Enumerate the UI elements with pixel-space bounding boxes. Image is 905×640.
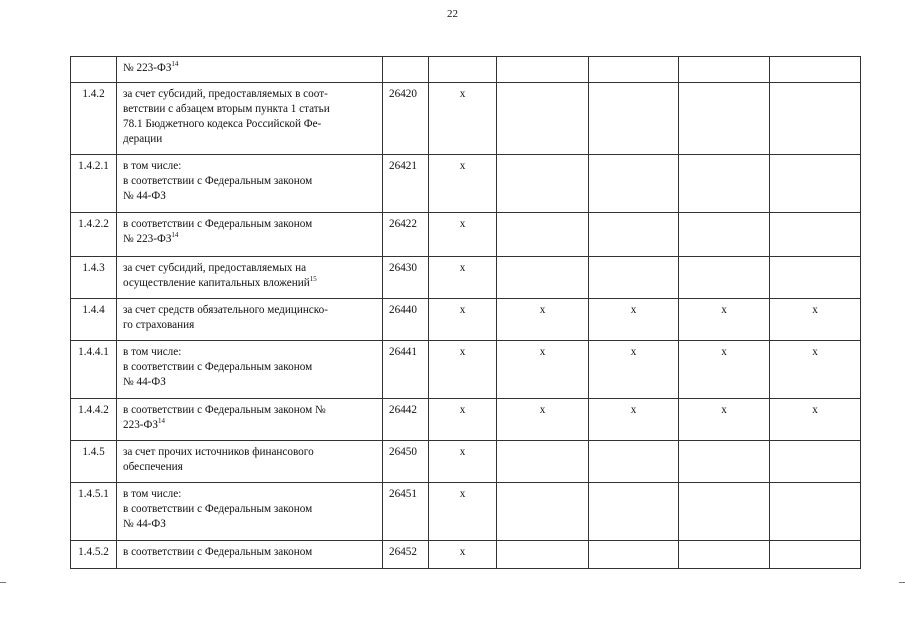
value-cell: x (429, 441, 497, 483)
row-name (117, 341, 383, 399)
row-name-text: за счет средств обязательного медицинско- (123, 304, 328, 316)
value-cell: x (497, 299, 589, 341)
value-cell: x (770, 341, 861, 399)
row-name-line (123, 502, 376, 517)
value-cell (679, 541, 770, 569)
row-name-text: в соответствии с Федеральным законом (123, 218, 313, 230)
row-name-text: № 44-ФЗ (123, 518, 166, 530)
row-name-line (123, 217, 376, 232)
value-cell: x (770, 299, 861, 341)
row-number: 1.4.2 (71, 83, 117, 155)
value-cell: x (589, 399, 679, 441)
value-cell: x (497, 399, 589, 441)
value-cell: x (429, 213, 497, 257)
row-code: 26442 (383, 399, 429, 441)
value-cell (589, 57, 679, 83)
row-name-line (123, 487, 376, 502)
row-name-line (123, 318, 376, 333)
row-name-line (123, 232, 376, 247)
row-name-line (123, 102, 376, 117)
row-name-text: в соответствии с Федеральным законом (123, 361, 313, 373)
value-cell (497, 213, 589, 257)
row-code: 26441 (383, 341, 429, 399)
value-cell (770, 441, 861, 483)
value-cell: x (429, 299, 497, 341)
page-number: 22 (447, 8, 458, 20)
value-cell (497, 541, 589, 569)
row-number: 1.4.4 (71, 299, 117, 341)
row-name-line (123, 159, 376, 174)
row-name-text: ветствии с абзацем вторым пункта 1 статьи (123, 103, 330, 115)
value-cell (679, 441, 770, 483)
row-name (117, 483, 383, 541)
value-cell (770, 213, 861, 257)
value-cell (589, 257, 679, 299)
row-name-text: в соответствии с Федеральным законом (123, 503, 313, 515)
row-name-text: обеспечения (123, 461, 183, 473)
value-cell: x (429, 541, 497, 569)
row-name-line (123, 403, 376, 418)
row-code: 26430 (383, 257, 429, 299)
footnote-reference: 15 (309, 275, 317, 283)
row-name-line (123, 117, 376, 132)
row-number: 1.4.5.2 (71, 541, 117, 569)
row-name-line (123, 517, 376, 532)
row-name-text: в том числе: (123, 488, 182, 500)
value-cell (589, 483, 679, 541)
row-name-text: в соответствии с Федеральным законом (123, 546, 313, 558)
row-name-text: 223-ФЗ (123, 419, 158, 431)
table-row (71, 341, 861, 399)
value-cell (679, 57, 770, 83)
value-cell: x (589, 341, 679, 399)
row-name-line (123, 87, 376, 102)
row-name (117, 541, 383, 569)
row-name-line (123, 276, 376, 291)
value-cell: x (429, 341, 497, 399)
value-cell (589, 155, 679, 213)
row-code: 26450 (383, 441, 429, 483)
row-name-line (123, 375, 376, 390)
row-code: 26421 (383, 155, 429, 213)
row-name (117, 83, 383, 155)
row-number: 1.4.2.2 (71, 213, 117, 257)
value-cell: x (429, 155, 497, 213)
row-name (117, 399, 383, 441)
table-row (71, 57, 861, 83)
row-name-text: в том числе: (123, 160, 182, 172)
row-number: 1.4.5.1 (71, 483, 117, 541)
row-number: 1.4.5 (71, 441, 117, 483)
row-name-line (123, 345, 376, 360)
table-row (71, 483, 861, 541)
value-cell (589, 541, 679, 569)
row-number: 1.4.4.1 (71, 341, 117, 399)
row-name-line (123, 174, 376, 189)
row-name (117, 213, 383, 257)
row-name (117, 155, 383, 213)
value-cell (497, 83, 589, 155)
row-name-text: осуществление капитальных вложений (123, 277, 310, 289)
row-name (117, 299, 383, 341)
row-name-text: го страхования (123, 319, 195, 331)
row-code: 26451 (383, 483, 429, 541)
row-name-text: дерации (123, 133, 163, 145)
table-row (71, 155, 861, 213)
row-code (383, 57, 429, 83)
value-cell (770, 83, 861, 155)
value-cell: x (429, 83, 497, 155)
value-cell: x (589, 299, 679, 341)
row-name-text: за счет субсидий, предоставляемых в соот- (123, 88, 328, 100)
row-number: 1.4.2.1 (71, 155, 117, 213)
report-table (70, 56, 861, 569)
row-name-line (123, 261, 376, 276)
value-cell (497, 155, 589, 213)
value-cell (679, 257, 770, 299)
row-name-line (123, 303, 376, 318)
row-name-line (123, 360, 376, 375)
row-number: 1.4.3 (71, 257, 117, 299)
value-cell: x (770, 399, 861, 441)
value-cell: x (679, 341, 770, 399)
value-cell: x (429, 257, 497, 299)
row-name-text: в соответствии с Федеральным законом (123, 175, 313, 187)
row-name-text: № 223-ФЗ (123, 62, 172, 74)
row-code: 26452 (383, 541, 429, 569)
value-cell (770, 57, 861, 83)
value-cell (589, 83, 679, 155)
value-cell (679, 83, 770, 155)
table-row (71, 257, 861, 299)
row-name-line (123, 445, 376, 460)
value-cell (589, 213, 679, 257)
value-cell: x (679, 299, 770, 341)
footnote-reference: 14 (171, 231, 179, 239)
value-cell: x (429, 399, 497, 441)
row-code: 26420 (383, 83, 429, 155)
table-body (71, 57, 861, 569)
value-cell (497, 257, 589, 299)
row-number (71, 57, 117, 83)
table-row (71, 83, 861, 155)
table-row (71, 299, 861, 341)
footnote-reference: 14 (157, 417, 165, 425)
row-name-text: № 223-ФЗ (123, 233, 172, 245)
row-name-line (123, 460, 376, 475)
value-cell (770, 155, 861, 213)
value-cell (497, 57, 589, 83)
row-name (117, 57, 383, 83)
row-name-text: за счет субсидий, предоставляемых на (123, 262, 307, 274)
row-name-line (123, 545, 376, 560)
table-row (71, 399, 861, 441)
page-edge-mark-right (899, 582, 905, 583)
row-name-text: за счет прочих источников финансового (123, 446, 314, 458)
table-row (71, 213, 861, 257)
row-code: 26422 (383, 213, 429, 257)
table-row (71, 541, 861, 569)
value-cell (679, 155, 770, 213)
footnote-reference: 14 (171, 60, 179, 68)
value-cell (497, 441, 589, 483)
row-name-text: 78.1 Бюджетного кодекса Российской Фе- (123, 118, 322, 130)
row-code: 26440 (383, 299, 429, 341)
row-name-text: в том числе: (123, 346, 182, 358)
value-cell: x (679, 399, 770, 441)
value-cell: x (497, 341, 589, 399)
table-row (71, 441, 861, 483)
value-cell (679, 213, 770, 257)
value-cell (429, 57, 497, 83)
row-name-line (123, 418, 376, 433)
value-cell (770, 257, 861, 299)
row-name-text: в соответствии с Федеральным законом № (123, 404, 326, 416)
row-name-line (123, 189, 376, 204)
value-cell (589, 441, 679, 483)
row-name (117, 257, 383, 299)
value-cell (770, 483, 861, 541)
value-cell (770, 541, 861, 569)
row-name-line (123, 132, 376, 147)
value-cell (679, 483, 770, 541)
page-edge-mark-left (0, 582, 6, 583)
row-name-line (123, 61, 376, 76)
value-cell (497, 483, 589, 541)
row-name-text: № 44-ФЗ (123, 190, 166, 202)
row-number: 1.4.4.2 (71, 399, 117, 441)
row-name-text: № 44-ФЗ (123, 376, 166, 388)
value-cell: x (429, 483, 497, 541)
row-name (117, 441, 383, 483)
